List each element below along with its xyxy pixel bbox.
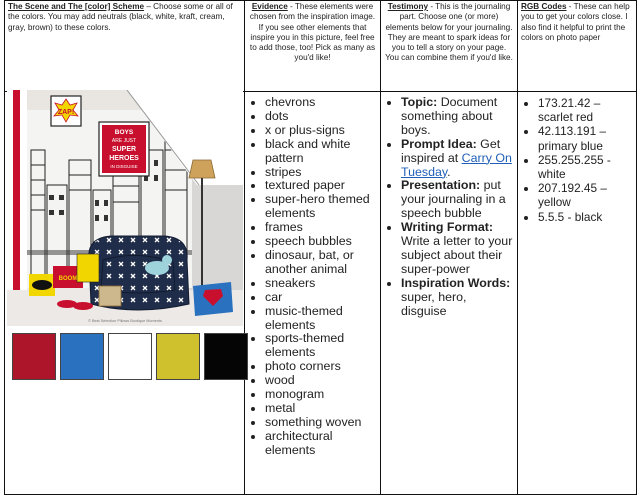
poster-line-4: HEROES [109,155,139,162]
poster-line-1: BOYS [114,129,134,136]
testimony-list [384,96,514,319]
testimony-topic: • Topic: Document something about boys. [401,96,514,138]
testimony-presentation: • Presentation: put your journaling in a speech bubble [401,179,514,221]
evidence-item: • stripes [265,166,377,180]
poster-line-2: ARE JUST [111,138,137,144]
evidence-desc: - These elements were chosen from the inspiration image. If you see other elements that inspire you in this picture, feel free to add those, too! Pick as many as you'd like! [249,2,376,63]
evidence-item: • sports-themed elements [265,332,377,360]
rgb-code-item: • 5.5.5 - black [538,210,633,224]
scene-header [5,1,245,92]
swatch-yellow [156,333,200,380]
header-row [5,1,637,92]
evidence-item: • black and white pattern [265,138,377,166]
carry-on-tuesday-link[interactable]: Carry On Tuesday [401,150,512,179]
swatch-primary-blue [60,333,104,380]
evidence-item: • photo corners [265,360,377,374]
evidence-item: • speech bubbles [265,235,377,249]
rgb-desc: - These can help you to get your colors close. I also find it helpful to print the colors on photo paper [521,2,630,42]
scene-title: The Scene and The [color] Scheme [8,2,145,11]
evidence-item: • car [265,291,377,305]
image-credit: © Best Selection Pillows Boutique Moments [88,319,162,323]
rgb-list [521,96,633,224]
evidence-item: • textured paper [265,179,377,193]
evidence-item: • frames [265,221,377,235]
rgb-code-item: • 207.192.45 – yellow [538,181,633,209]
scene-desc: – Choose some or all of the colors. You may add neutrals (black, white, kraft, cream, gray, brown) to these colors. [8,2,233,32]
testimony-cell [381,92,518,495]
evidence-list [248,96,377,458]
swatch-black [204,333,248,380]
testimony-desc: - This is the journaling part. Choose one (or more) elements below for your journaling. They are meant to spark ideas for you to tell a story on your page. You can combine them if you'd like. [385,2,513,63]
swatch-scarlet-red [12,333,56,380]
inspiration-image [7,90,243,326]
evidence-item: • chevrons [265,96,377,110]
testimony-header [381,1,518,92]
poster-line-3: SUPER [111,146,137,153]
rgb-code-item: • 255.255.255 - white [538,153,633,181]
rgb-cell [518,92,637,495]
evidence-item: • architectural elements [265,430,377,458]
zap-sign-text: ZAP! [57,109,75,116]
testimony-prompt: • Prompt Idea: Get inspired at Carry On Tuesday. [401,138,514,180]
evidence-item: • metal [265,402,377,416]
evidence-cell [245,92,381,495]
rgb-header [518,1,637,92]
evidence-title: Evidence [251,2,288,11]
poster-line-5: IN DISGUISE [110,164,138,169]
evidence-item: • dots [265,110,377,124]
evidence-header [245,1,381,92]
page [4,0,637,494]
pillow-text: BOOM [58,276,78,282]
rgb-code-item: • 173.21.42 – scarlet red [538,96,633,124]
evidence-item: • super-hero themed elements [265,193,377,221]
testimony-inspiration-words: • Inspiration Words: super, hero, disguise [401,277,514,319]
testimony-title: Testimony [387,2,429,11]
rgb-title: RGB Codes [521,2,567,11]
superhero-room-illustration [7,90,243,326]
evidence-item: • wood [265,374,377,388]
evidence-item: • sneakers [265,277,377,291]
rgb-code-item: • 42.113.191 – primary blue [538,124,633,152]
evidence-item: • monogram [265,388,377,402]
evidence-item: • dinosaur, bat, or another animal [265,249,377,277]
evidence-item: • x or plus-signs [265,124,377,138]
testimony-writing-format: • Writing Format: Write a letter to your subject about their super-power [401,221,514,277]
color-swatches [8,333,244,380]
evidence-item: • something woven [265,416,377,430]
evidence-item: • music-themed elements [265,305,377,333]
swatch-white [108,333,152,380]
